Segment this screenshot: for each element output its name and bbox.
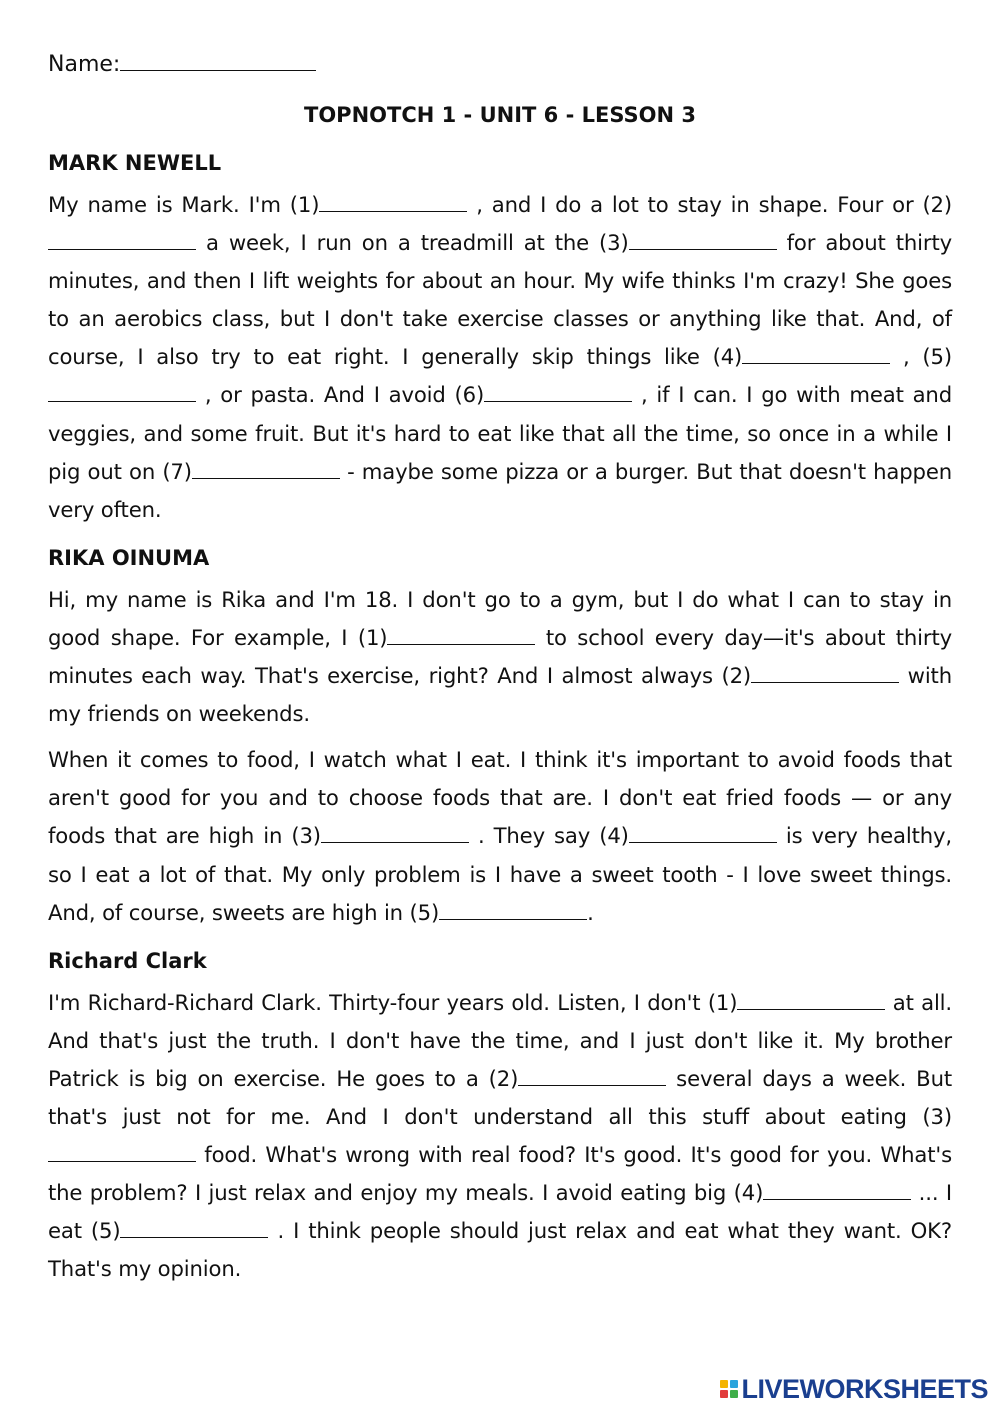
paragraph-text: several days a week. But that's just not for me. And I don't understand all this stuff about eating (3) <box>48 1065 953 1129</box>
answer-blank-2[interactable] <box>629 822 777 843</box>
answer-blank-1[interactable] <box>319 191 467 212</box>
answer-blank-4[interactable] <box>742 343 890 364</box>
name-blank[interactable] <box>120 44 316 71</box>
paragraph-text: When it comes to food, I watch what I eat. I think it's important to avoid foods that aren't good for you and to choose foods that are. I don't eat fried foods — or any foods that are high in (3) <box>48 747 952 849</box>
paragraph-text: I'm Richard-Richard Clark. Thirty-four years old. Listen, I don't (1) <box>48 989 738 1015</box>
paragraph-text: . They say (4) <box>468 823 629 849</box>
section-paragraph <box>48 186 952 529</box>
worksheet-title: TOPNOTCH 1 - UNIT 6 - LESSON 3 <box>304 103 696 127</box>
paragraph-text: Hi, my name is Rika and I'm 18. I don't go to a gym, but I do what I can to stay in good shape. For example, I (1) <box>48 586 952 650</box>
section-heading: Richard Clark <box>48 948 207 973</box>
paragraph-text: , if I can. I go with meat and veggies, and some fruit. But it's hard to eat like that all the time, so once in a while I pig out on (7) <box>48 382 952 484</box>
paragraph-text: a week, I run on a treadmill at the (3) <box>196 230 629 256</box>
answer-blank-1[interactable] <box>387 624 535 645</box>
logo-square-2 <box>730 1380 738 1388</box>
section-heading: RIKA OINUMA <box>48 545 210 570</box>
answer-blank-2[interactable] <box>48 229 196 250</box>
name-field-row <box>48 44 952 84</box>
logo-square-1 <box>720 1380 728 1388</box>
liveworksheets-logo <box>720 1373 988 1405</box>
paragraph-text: to school every day—it's about thirty minutes each way. That's exercise, right? And I almost always (2) <box>48 624 952 689</box>
answer-blank-5[interactable] <box>120 1217 268 1238</box>
paragraph-text: at all. And that's just the truth. I don't have the time, and I just don't like it. My brother Patrick is big on exercise. He goes to a (2) <box>48 989 952 1091</box>
paragraph-text: food. What's wrong with real food? It's good. It's good for you. What's the problem? I just relax and enjoy my meals. I avoid eating big (4) <box>48 1142 952 1206</box>
answer-blank-1[interactable] <box>737 989 885 1010</box>
paragraph-text: . I think people should just relax and eat what they want. OK? That's my opinion. <box>48 1218 952 1282</box>
answer-blank-3[interactable] <box>439 899 587 920</box>
answer-blank-4[interactable] <box>763 1179 911 1200</box>
sections-container <box>48 148 952 1288</box>
answer-blank-2[interactable] <box>518 1065 666 1086</box>
name-label: Name: <box>48 52 121 77</box>
paragraph-text: , or pasta. And I avoid (6) <box>196 382 485 408</box>
paragraph-text: My name is Mark. I'm (1) <box>48 192 320 217</box>
paragraph-text: - maybe some pizza or a burger. But that doesn't happen very often. <box>48 458 952 522</box>
paragraph-text: with my friends on weekends. <box>48 663 952 727</box>
paragraph-text: ... I eat (5) <box>48 1180 952 1244</box>
section-heading: MARK NEWELL <box>48 151 222 175</box>
answer-blank-6[interactable] <box>484 381 632 402</box>
answer-blank-3[interactable] <box>48 1141 196 1162</box>
section-paragraph <box>48 741 952 931</box>
paragraph-text: . <box>587 899 594 925</box>
logo-text: LIVEWORKSHEETS <box>741 1373 988 1404</box>
logo-square-3 <box>720 1390 728 1398</box>
worksheet-page <box>48 44 952 1296</box>
paragraph-text: , (5) <box>890 344 952 370</box>
answer-blank-1[interactable] <box>321 822 469 843</box>
section-paragraph <box>48 984 952 1289</box>
section-paragraph <box>48 581 952 733</box>
paragraph-text: is very healthy, so I eat a lot of that. My only problem is I have a sweet tooth - I love sweet things. And, of course, sweets are high in (5) <box>48 823 952 925</box>
answer-blank-2[interactable] <box>751 662 899 683</box>
answer-blank-3[interactable] <box>629 229 777 250</box>
answer-blank-5[interactable] <box>48 381 196 402</box>
paragraph-text: , and I do a lot to stay in shape. Four or (2) <box>467 192 953 217</box>
paragraph-text: for about thirty minutes, and then I lift weights for about an hour. My wife thinks I'm crazy! She goes to an aerobics class, but I don't take exercise classes or anything like that. And, of course, I also try to eat right. I generally skip things like (4) <box>48 230 952 370</box>
answer-blank-7[interactable] <box>192 458 340 479</box>
logo-icon <box>720 1380 738 1398</box>
logo-square-4 <box>730 1390 738 1398</box>
